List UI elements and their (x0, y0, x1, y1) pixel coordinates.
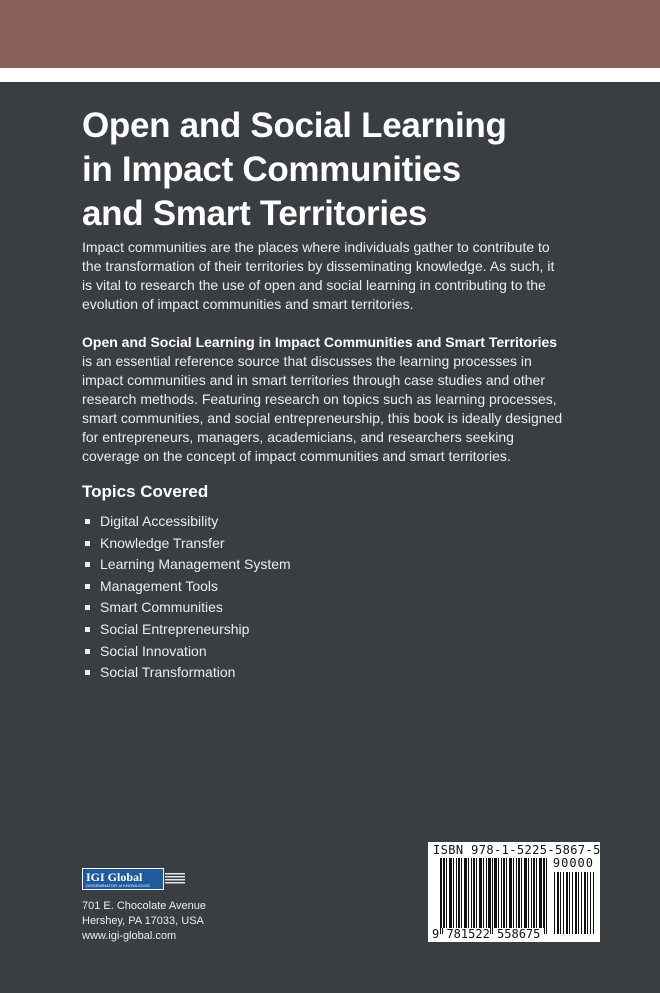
address-city: Hershey, PA 17033, USA (82, 915, 204, 927)
square-bullet-icon (85, 670, 90, 675)
flag-stripes-icon (165, 873, 185, 885)
topic-label: Smart Communities (100, 599, 223, 616)
topic-item (82, 511, 291, 533)
publisher-block (82, 867, 206, 944)
text-line: impact communities and in smart territories through case studies and other (82, 372, 545, 388)
topic-item (82, 641, 291, 663)
description-paragraph-2 (82, 333, 622, 466)
divider-stripe (0, 68, 660, 82)
logo-tagline: DISSEMINATOR of KNOWLEDGE (86, 882, 151, 888)
topic-label: Social Transformation (100, 664, 236, 681)
text-line: is an essential reference source that discusses the learning processes in (82, 353, 532, 369)
address-street: 701 E. Chocolate Avenue (82, 900, 206, 912)
book-title (82, 104, 602, 236)
text-line: Impact communities are the places where individuals gather to contribute to (82, 239, 550, 255)
barcode-bars-icon (441, 858, 545, 928)
text-line: is vital to research the use of open and social learning in contributing to the (82, 277, 546, 293)
topic-item (82, 533, 291, 555)
barcode-guard-right (544, 858, 547, 934)
square-bullet-icon (85, 627, 90, 632)
topic-label: Learning Management System (100, 556, 291, 573)
text-line: research methods. Featuring research on topics such as learning processes, (82, 391, 557, 407)
text-line: smart communities, and social entrepreneurship, this book is ideally designed (82, 410, 563, 426)
igi-global-logo (82, 867, 206, 891)
text-line: coverage on the concept of impact communities and smart territories. (82, 448, 511, 464)
description-paragraph-1 (82, 238, 622, 314)
square-bullet-icon (85, 649, 90, 654)
topic-label: Social Innovation (100, 642, 207, 659)
topic-item (82, 597, 291, 619)
publisher-website-link[interactable]: www.igi-global.com (82, 930, 177, 942)
book-title-inline: Open and Social Learning in Impact Communities and Smart Territories (82, 334, 558, 350)
topic-item (82, 554, 291, 576)
topic-item (82, 619, 291, 641)
square-bullet-icon (85, 605, 90, 610)
square-bullet-icon (85, 584, 90, 589)
barcode-digits: 9 781522 558675 (432, 927, 541, 941)
title-line: and Smart Territories (82, 194, 428, 233)
barcode-guard-center (490, 858, 493, 934)
topics-heading: Topics Covered (82, 482, 209, 501)
text-line: the transformation of their territories by disseminating knowledge. As such, it (82, 258, 555, 274)
topic-item (82, 662, 291, 684)
barcode-addon-bars-icon (554, 872, 594, 934)
square-bullet-icon (85, 541, 90, 546)
text-line: evolution of impact communities and smart territories. (82, 296, 414, 312)
logo-name: IGI Global (86, 869, 143, 884)
price-code: 90000 (552, 856, 594, 870)
title-line: in Impact Communities (82, 150, 461, 189)
isbn-barcode (428, 842, 600, 942)
top-color-band (0, 0, 660, 68)
topic-label: Management Tools (100, 577, 219, 594)
square-bullet-icon (85, 562, 90, 567)
text-line: for entrepreneurs, managers, academicians, and researchers seeking (82, 429, 514, 445)
topics-list (82, 511, 291, 684)
logo-box (82, 868, 164, 890)
topic-item (82, 576, 291, 598)
title-line: Open and Social Learning (82, 106, 507, 145)
publisher-address (82, 899, 206, 944)
topic-label: Social Entrepreneurship (100, 620, 250, 637)
topic-label: Knowledge Transfer (100, 534, 225, 551)
square-bullet-icon (85, 519, 90, 524)
topic-label: Digital Accessibility (100, 513, 219, 529)
isbn-label: ISBN 978-1-5225-5867-5 (433, 843, 601, 857)
